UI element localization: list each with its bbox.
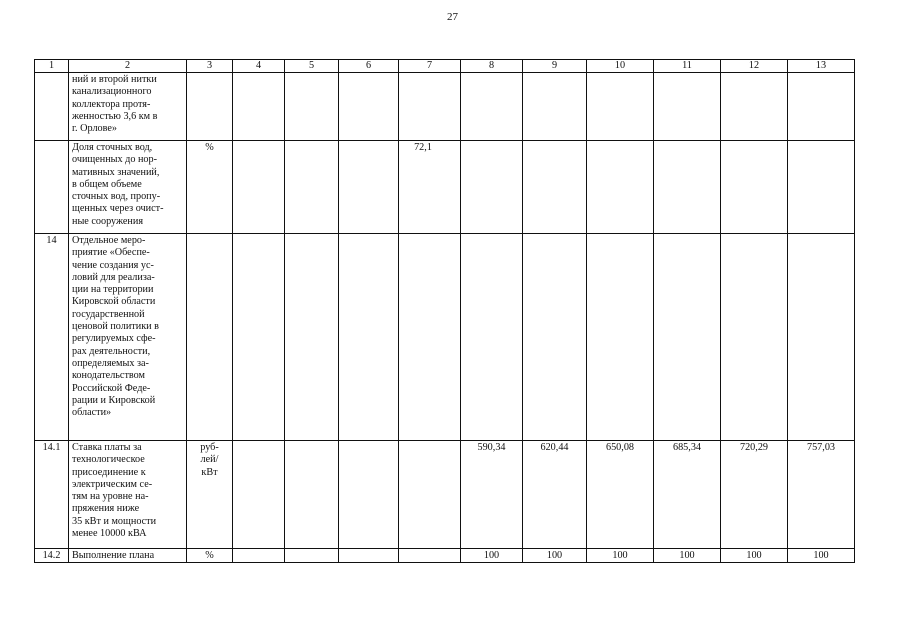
col-header: 1: [35, 60, 69, 73]
value-cell: [788, 141, 855, 234]
value-cell: [339, 73, 399, 141]
col-header: 5: [285, 60, 339, 73]
name-line: ции на территории: [72, 284, 154, 296]
col-header: 6: [339, 60, 399, 73]
row-name: [69, 549, 187, 563]
value-cell: [461, 73, 523, 141]
name-line: Выполнение плана: [72, 550, 155, 561]
name-line: пряжения ниже: [72, 503, 140, 515]
value-cell: [788, 73, 855, 141]
value-cell: [233, 441, 285, 549]
col-header: 4: [233, 60, 285, 73]
name-line: чение создания ус-: [72, 259, 154, 271]
value-cell: [339, 234, 399, 441]
value-cell: 720,29: [721, 441, 788, 549]
unit-line: кВт: [201, 466, 218, 478]
row-unit: [187, 234, 233, 441]
row-number: [35, 73, 69, 141]
name-line: приятие «Обеспе-: [72, 247, 150, 259]
col-header: 12: [721, 60, 788, 73]
unit-line: руб-: [200, 442, 219, 453]
value-cell: [654, 234, 721, 441]
col-header: 10: [587, 60, 654, 73]
value-cell: [285, 141, 339, 234]
name-line: ценовой политики в: [72, 321, 159, 333]
row-name: [69, 441, 187, 549]
name-line: конодательством: [72, 370, 145, 382]
name-line: ловий для реализа-: [72, 271, 155, 283]
name-line: государственной: [72, 308, 145, 320]
name-line: канализационного: [72, 86, 152, 98]
row-unit: %: [187, 549, 233, 563]
name-line: женностью 3,6 км в: [72, 110, 158, 122]
value-cell: [233, 73, 285, 141]
col-header: 3: [187, 60, 233, 73]
value-cell: [587, 234, 654, 441]
name-line: мативных значений,: [72, 166, 160, 178]
value-cell: 100: [654, 549, 721, 563]
value-cell: [461, 141, 523, 234]
table-row: [35, 73, 855, 141]
value-cell: [587, 141, 654, 234]
value-cell: [523, 141, 587, 234]
value-cell: 100: [461, 549, 523, 563]
col-header: 9: [523, 60, 587, 73]
value-cell: [721, 141, 788, 234]
value-cell: 72,1: [399, 141, 461, 234]
value-cell: 590,34: [461, 441, 523, 549]
row-unit: %: [187, 141, 233, 234]
row-name: [69, 234, 187, 441]
name-line: Российской Феде-: [72, 382, 151, 394]
name-line: Ставка платы за: [72, 442, 142, 453]
value-cell: [285, 234, 339, 441]
value-cell: 650,08: [587, 441, 654, 549]
value-cell: [285, 441, 339, 549]
value-cell: [233, 141, 285, 234]
name-line: определяемых за-: [72, 357, 149, 369]
value-cell: 100: [587, 549, 654, 563]
name-line: менее 10000 кВА: [72, 528, 147, 540]
name-line: рации и Кировской: [72, 394, 156, 406]
indicators-table: [34, 59, 855, 563]
name-line: коллектора протя-: [72, 98, 151, 110]
name-line: регулируемых сфе-: [72, 333, 156, 345]
value-cell: [399, 234, 461, 441]
value-cell: [339, 549, 399, 563]
table-row: [35, 441, 855, 549]
value-cell: [654, 141, 721, 234]
name-line: электрическим се-: [72, 478, 153, 490]
value-cell: [339, 141, 399, 234]
table-row: [35, 549, 855, 563]
row-number: 14: [35, 234, 69, 441]
name-line: области»: [72, 407, 112, 419]
name-line: г. Орлове»: [72, 123, 117, 135]
name-line: ний и второй нитки: [72, 74, 157, 85]
row-name: [69, 73, 187, 141]
value-cell: 100: [788, 549, 855, 563]
column-number-header-row: [35, 60, 855, 73]
row-name: [69, 141, 187, 234]
name-line: 35 кВт и мощности: [72, 515, 157, 527]
name-line: тям на уровне на-: [72, 491, 149, 503]
value-cell: [721, 73, 788, 141]
name-line: щенных через очист-: [72, 203, 164, 215]
table-row: [35, 234, 855, 441]
value-cell: [339, 441, 399, 549]
value-cell: [399, 441, 461, 549]
col-header: 11: [654, 60, 721, 73]
row-unit: [187, 441, 233, 549]
row-number: [35, 141, 69, 234]
value-cell: [399, 73, 461, 141]
name-line: Кировской области: [72, 296, 156, 308]
value-cell: [233, 549, 285, 563]
table-row: [35, 141, 855, 234]
value-cell: [233, 234, 285, 441]
row-unit: [187, 73, 233, 141]
value-cell: [461, 234, 523, 441]
col-header: 7: [399, 60, 461, 73]
page-number: 27: [447, 11, 458, 23]
name-line: в общем объеме: [72, 178, 142, 190]
name-line: рах деятельности,: [72, 345, 151, 357]
name-line: Доля сточных вод,: [72, 142, 153, 153]
value-cell: 620,44: [523, 441, 587, 549]
value-cell: [721, 234, 788, 441]
name-line: технологическое: [72, 454, 145, 466]
value-cell: [285, 549, 339, 563]
unit-line: лей/: [200, 454, 219, 466]
value-cell: [285, 73, 339, 141]
row-number: 14.1: [35, 441, 69, 549]
value-cell: [523, 73, 587, 141]
col-header: 13: [788, 60, 855, 73]
value-cell: 685,34: [654, 441, 721, 549]
col-header: 2: [69, 60, 187, 73]
value-cell: [523, 234, 587, 441]
value-cell: [654, 73, 721, 141]
name-line: сточных вод, пропу-: [72, 191, 161, 203]
value-cell: 757,03: [788, 441, 855, 549]
name-line: очищенных до нор-: [72, 154, 158, 166]
value-cell: [788, 234, 855, 441]
name-line: присоединение к: [72, 466, 146, 478]
row-number: 14.2: [35, 549, 69, 563]
name-line: ные сооружения: [72, 215, 144, 227]
name-line: Отдельное меро-: [72, 235, 146, 246]
value-cell: 100: [721, 549, 788, 563]
col-header: 8: [461, 60, 523, 73]
value-cell: [399, 549, 461, 563]
value-cell: [587, 73, 654, 141]
value-cell: 100: [523, 549, 587, 563]
